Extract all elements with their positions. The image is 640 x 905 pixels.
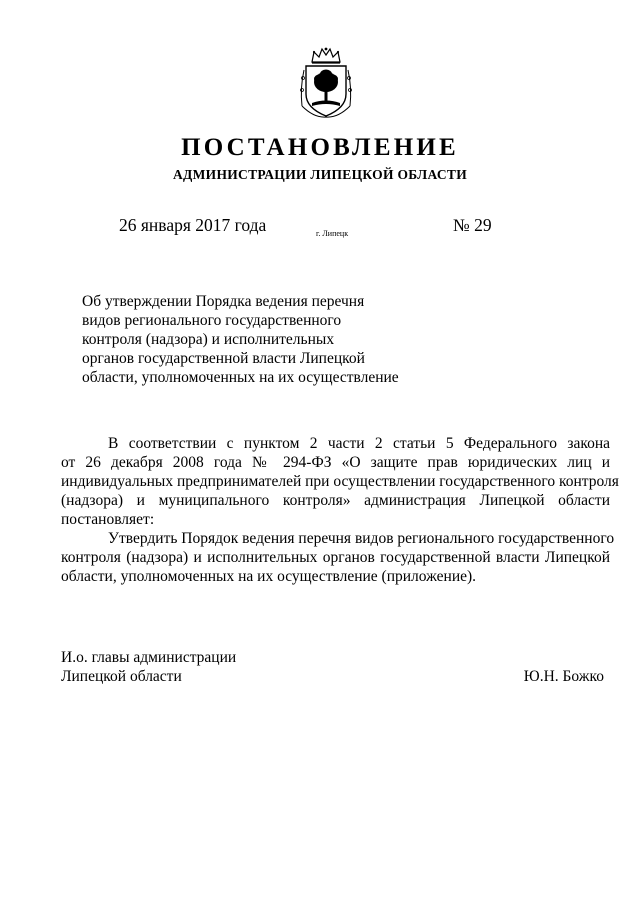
paragraph-line: Утвердить Порядок ведения перечня видов регионального государственного bbox=[108, 530, 615, 547]
body-text bbox=[61, 434, 619, 586]
document-city: г. Липецк bbox=[316, 229, 349, 238]
paragraph-line: постановляет: bbox=[61, 511, 155, 528]
signatory-name: Ю.Н. Божко bbox=[523, 668, 604, 685]
subject-line: органов государственной власти Липецкой bbox=[82, 350, 365, 367]
paragraph-line: (надзора) и муниципального контроля» администрация Липецкой области bbox=[61, 492, 610, 509]
paragraph-line: контроля (надзора) и исполнительных органов государственной власти Липецкой bbox=[61, 549, 610, 566]
signatory-position bbox=[61, 648, 236, 686]
subject-line: контроля (надзора) и исполнительных bbox=[82, 331, 335, 348]
paragraph-line: области, уполномоченных на их осуществление (приложение). bbox=[61, 568, 477, 585]
subject-block bbox=[82, 292, 399, 387]
coat-of-arms-emblem bbox=[298, 46, 354, 118]
signatory-position-line: Липецкой области bbox=[61, 668, 182, 685]
paragraph-line: индивидуальных предпринимателей при осуществлении государственного контроля bbox=[61, 473, 619, 490]
subject-line: видов регионального государственного bbox=[82, 312, 342, 329]
subject-line: Об утверждении Порядка ведения перечня bbox=[82, 293, 365, 310]
document-subtitle: АДМИНИСТРАЦИИ ЛИПЕЦКОЙ ОБЛАСТИ bbox=[172, 167, 468, 182]
document-date: 26 января 2017 года bbox=[119, 215, 267, 235]
document-title: ПОСТАНОВЛЕНИЕ bbox=[181, 134, 459, 161]
paragraph-line: В соответствии с пунктом 2 части 2 статьи 5 Федерального закона bbox=[108, 435, 610, 452]
signatory-position-line: И.о. главы администрации bbox=[61, 649, 237, 666]
document-number: № 29 bbox=[453, 215, 492, 235]
subject-line: области, уполномоченных на их осуществление bbox=[82, 369, 399, 386]
paragraph-line: от 26 декабря 2008 года № 294-ФЗ «О защите прав юридических лиц и bbox=[61, 454, 610, 471]
